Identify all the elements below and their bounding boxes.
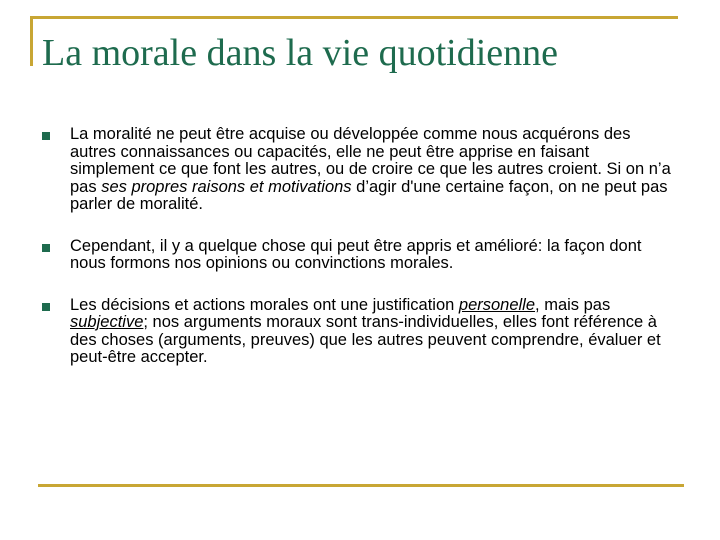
- bullet-1-part-1: La moralité ne peut être acquise ou développée comme nous acquérons des autres connaissances ou capacités, elle ne peut être apprise en faisant simplement ce que font les autres, ou de croire ce que les autres croient. Si on n’a pas: [70, 125, 671, 196]
- bullet-text-1: [70, 126, 678, 214]
- frame-left-border: [30, 16, 33, 66]
- bullet-3-emphasis-subjective: subjective: [70, 313, 144, 331]
- bullet-3-emphasis-personelle: personelle: [458, 295, 536, 314]
- square-bullet-icon: [42, 303, 50, 311]
- square-bullet-icon: [42, 244, 50, 252]
- bullet-item-2: [42, 238, 682, 273]
- frame-top-border: [30, 16, 678, 19]
- bullet-3-part-1: Les décisions et actions morales ont une justification: [70, 295, 459, 314]
- bullet-text-2: [70, 238, 678, 273]
- bullet-3-part-3: , mais pas: [535, 295, 611, 314]
- square-bullet-icon: [42, 132, 50, 140]
- bullet-1-part-3: d’agir d'une certaine façon, on ne peut pas parler de moralité.: [70, 177, 668, 213]
- bullet-1-emphasis: ses propres raisons et motivations: [101, 177, 352, 196]
- bullet-2-part-1: Cependant, il y a quelque chose qui peut être appris et amélioré: la façon dont nous formons nos opinions ou convinctions morales.: [70, 236, 642, 272]
- bullet-text-3: [70, 297, 678, 367]
- slide-title: La morale dans la vie quotidienne: [42, 32, 558, 74]
- bullet-3-part-5: ; nos arguments moraux sont trans-individuelles, elles font référence à des choses (arguments, preuves) que les autres peuvent comprendre, évaluer et peut-être accepter.: [70, 313, 661, 366]
- slide-content: [42, 126, 682, 391]
- bottom-rule: [38, 484, 684, 487]
- bullet-item-1: [42, 126, 682, 214]
- bullet-item-3: [42, 297, 682, 367]
